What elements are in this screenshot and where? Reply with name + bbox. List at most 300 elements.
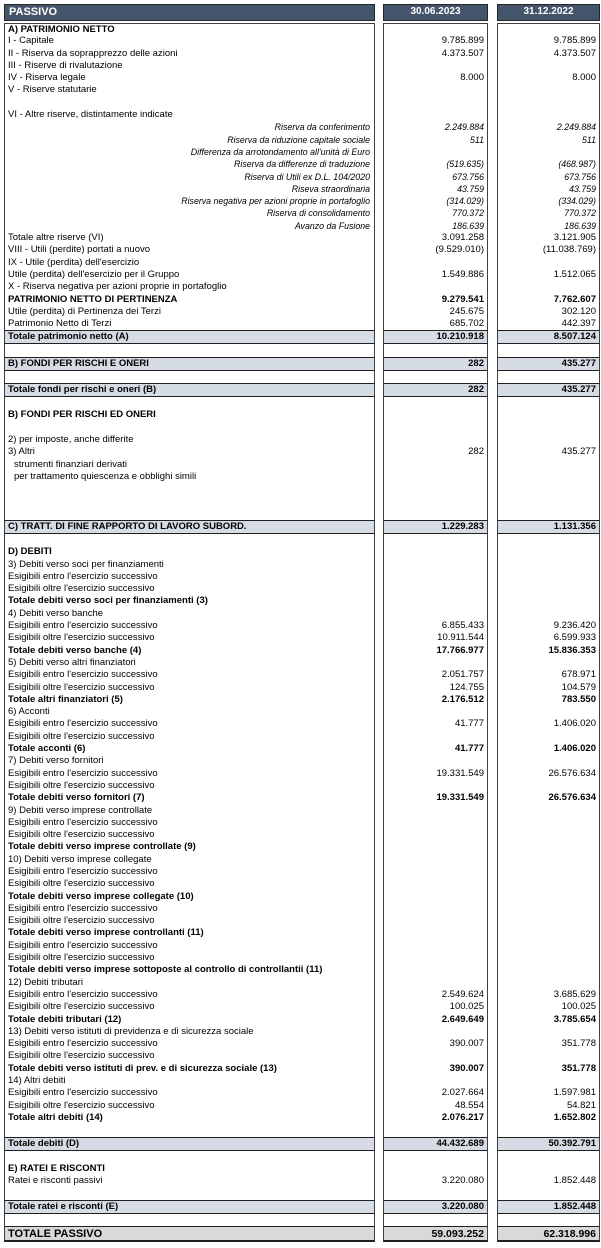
column-gap: [375, 645, 383, 657]
column-gap: [375, 1163, 383, 1175]
column-gap: [375, 891, 383, 903]
value-2022: [497, 657, 600, 669]
value-2023: [383, 817, 488, 829]
value-2022: [497, 471, 600, 483]
value-2022: [497, 903, 600, 915]
table-row: [4, 35, 601, 47]
row-label: Esigibili oltre l'esercizio successivo: [4, 780, 375, 792]
value-2023: [383, 409, 488, 421]
column-gap: [375, 330, 383, 344]
row-label: Riserva da conferimento: [4, 121, 375, 133]
value-2023: [383, 940, 488, 952]
table-row: [4, 583, 601, 595]
column-gap: [488, 780, 497, 792]
table-row: [4, 269, 601, 281]
column-gap: [488, 927, 497, 939]
row-label: 3) Debiti verso soci per finanziamenti: [4, 559, 375, 571]
value-2023: [383, 608, 488, 620]
row-label: Totale acconti (6): [4, 743, 375, 755]
column-gap: [488, 768, 497, 780]
column-gap: [375, 632, 383, 644]
value-2023: 2.549.624: [383, 989, 488, 1001]
column-gap: [375, 508, 383, 520]
column-gap: [375, 97, 383, 109]
column-gap: [488, 669, 497, 681]
column-gap: [488, 645, 497, 657]
value-2023: (314.029): [383, 195, 488, 207]
table-row: [4, 669, 601, 681]
value-2023: 44.432.689: [383, 1137, 488, 1151]
value-2023: [383, 495, 488, 507]
value-2022: [497, 755, 600, 767]
value-2023: [383, 1163, 488, 1175]
column-gap: [375, 903, 383, 915]
value-2022: 4.373.507: [497, 48, 600, 60]
column-gap: [375, 409, 383, 421]
column-gap: [375, 495, 383, 507]
value-2023: 2.051.757: [383, 669, 488, 681]
column-gap: [488, 371, 497, 383]
column-gap: [488, 718, 497, 730]
value-2022: [497, 397, 600, 409]
value-2023: 10.911.544: [383, 632, 488, 644]
column-gap: [488, 1026, 497, 1038]
row-label: Esigibili entro l'esercizio successivo: [4, 817, 375, 829]
value-2022: [497, 281, 600, 293]
table-row: [4, 595, 601, 607]
value-2022: 7.762.607: [497, 294, 600, 306]
value-2022: 435.277: [497, 383, 600, 397]
table-row: [4, 508, 601, 520]
row-label: IV - Riserva legale: [4, 72, 375, 84]
column-gap: [375, 718, 383, 730]
value-2022: 3.121.905: [497, 232, 600, 244]
column-gap: [488, 1137, 497, 1151]
table-row: [4, 23, 601, 35]
column-gap: [375, 780, 383, 792]
row-label: Riserva da riduzione capitale sociale: [4, 134, 375, 146]
column-gap: [375, 682, 383, 694]
value-2023: 770.372: [383, 207, 488, 219]
value-2023: 3.091.258: [383, 232, 488, 244]
table-row: [4, 780, 601, 792]
table-row: [4, 121, 601, 133]
column-gap: [488, 571, 497, 583]
value-2022: [497, 866, 600, 878]
value-2022: [497, 891, 600, 903]
table-row: [4, 1038, 601, 1050]
row-label: [4, 534, 375, 546]
value-2023: [383, 731, 488, 743]
column-gap: [375, 1214, 383, 1226]
table-row: [4, 520, 601, 534]
column-gap: [375, 559, 383, 571]
table-row: [4, 1063, 601, 1075]
table-row: [4, 344, 601, 356]
table-row: [4, 1112, 601, 1124]
value-2022: [497, 257, 600, 269]
column-gap: [375, 1187, 383, 1199]
value-2023: [383, 755, 488, 767]
column-gap: [488, 940, 497, 952]
column-gap: [375, 371, 383, 383]
row-label: VIII - Utili (perdite) portati a nuovo: [4, 244, 375, 256]
column-gap: [375, 220, 383, 232]
column-gap: [488, 1175, 497, 1187]
column-gap: [488, 281, 497, 293]
value-2022: 54.821: [497, 1100, 600, 1112]
column-gap: [375, 1050, 383, 1062]
value-2023: [383, 1075, 488, 1087]
table-row: [4, 1075, 601, 1087]
value-2022: 104.579: [497, 682, 600, 694]
row-label: 2) per imposte, anche differite: [4, 434, 375, 446]
value-2022: 8.507.124: [497, 330, 600, 344]
table-row: [4, 817, 601, 829]
column-gap: [375, 706, 383, 718]
table-row: [4, 60, 601, 72]
table-row: [4, 158, 601, 170]
column-gap: [375, 1063, 383, 1075]
column-gap: [488, 109, 497, 121]
column-gap: [375, 964, 383, 976]
value-2023: [383, 706, 488, 718]
value-2022: [497, 146, 600, 158]
table-row: [4, 171, 601, 183]
column-gap: [375, 459, 383, 471]
column-gap: [488, 866, 497, 878]
column-gap: [488, 97, 497, 109]
table-row: [4, 471, 601, 483]
table-row: [4, 244, 601, 256]
value-2023: 10.210.918: [383, 330, 488, 344]
column-gap: [488, 1100, 497, 1112]
value-2022: [497, 109, 600, 121]
row-label: Esigibili entro l'esercizio successivo: [4, 571, 375, 583]
column-gap: [488, 743, 497, 755]
row-label: [4, 1187, 375, 1199]
table-row: [4, 1100, 601, 1112]
row-label: [4, 483, 375, 495]
table-row: [4, 903, 601, 915]
row-label: IX - Utile (perdita) dell'esercizio: [4, 257, 375, 269]
column-gap: [488, 706, 497, 718]
column-gap: [375, 1175, 383, 1187]
value-2023: 186.639: [383, 220, 488, 232]
column-gap: [488, 121, 497, 133]
value-2022: 186.639: [497, 220, 600, 232]
table-row: [4, 183, 601, 195]
table-row: [4, 608, 601, 620]
value-2023: 2.649.649: [383, 1014, 488, 1026]
row-label: Esigibili oltre l'esercizio successivo: [4, 682, 375, 694]
column-gap: [488, 257, 497, 269]
value-2022: [497, 829, 600, 841]
value-2023: [383, 964, 488, 976]
column-gap: [488, 495, 497, 507]
row-label: 3) Altri: [4, 446, 375, 458]
value-2023: 8.000: [383, 72, 488, 84]
header-date-2022: 31.12.2022: [497, 4, 600, 21]
value-2023: [383, 829, 488, 841]
value-2022: [497, 546, 600, 558]
column-gap: [375, 60, 383, 72]
row-label: Totale debiti verso imprese controllate (9): [4, 841, 375, 853]
column-gap: [375, 1001, 383, 1013]
column-gap: [375, 183, 383, 195]
column-gap: [488, 158, 497, 170]
column-gap: [375, 927, 383, 939]
column-gap: [488, 344, 497, 356]
row-label: [4, 1214, 375, 1226]
row-label: Esigibili oltre l'esercizio successivo: [4, 1001, 375, 1013]
column-gap: [375, 520, 383, 534]
column-gap: [375, 171, 383, 183]
column-gap: [488, 805, 497, 817]
value-2022: [497, 1124, 600, 1136]
row-label: Esigibili entro l'esercizio successivo: [4, 989, 375, 1001]
column-gap: [375, 121, 383, 133]
value-2022: 302.120: [497, 306, 600, 318]
value-2023: [383, 1050, 488, 1062]
table-row: [4, 1050, 601, 1062]
column-gap: [488, 357, 497, 371]
value-2023: 9.785.899: [383, 35, 488, 47]
column-gap: [488, 632, 497, 644]
value-2023: [383, 977, 488, 989]
column-gap: [375, 23, 383, 35]
table-row: [4, 866, 601, 878]
column-gap: [488, 878, 497, 890]
row-label: Riseva straordinaria: [4, 183, 375, 195]
column-gap: [375, 281, 383, 293]
value-2023: [383, 657, 488, 669]
value-2023: [383, 508, 488, 520]
table-row: [4, 1187, 601, 1199]
value-2022: [497, 940, 600, 952]
row-label: Esigibili oltre l'esercizio successivo: [4, 731, 375, 743]
column-gap: [488, 964, 497, 976]
table-row: [4, 694, 601, 706]
row-label: C) TRATT. DI FINE RAPPORTO DI LAVORO SUBORD.: [4, 520, 375, 534]
value-2023: [383, 841, 488, 853]
value-2023: [383, 483, 488, 495]
row-label: Totale debiti verso istituti di prev. e di sicurezza sociale (13): [4, 1063, 375, 1075]
column-gap: [375, 1151, 383, 1163]
column-gap: [488, 731, 497, 743]
value-2023: [383, 434, 488, 446]
row-label: II - Riserva da soprapprezzo delle azioni: [4, 48, 375, 60]
value-2022: 50.392.791: [497, 1137, 600, 1151]
column-gap: [488, 595, 497, 607]
value-2023: [383, 915, 488, 927]
table-row: [4, 534, 601, 546]
column-gap: [375, 989, 383, 1001]
row-label: [4, 97, 375, 109]
row-label: Esigibili entro l'esercizio successivo: [4, 620, 375, 632]
value-2023: 6.855.433: [383, 620, 488, 632]
column-gap: [488, 1075, 497, 1087]
column-gap: [488, 269, 497, 281]
value-2023: 43.759: [383, 183, 488, 195]
row-label: [4, 371, 375, 383]
column-gap: [375, 84, 383, 96]
column-gap: [488, 1151, 497, 1163]
value-2022: [497, 841, 600, 853]
value-2022: [497, 780, 600, 792]
table-row: [4, 1001, 601, 1013]
value-2022: [497, 952, 600, 964]
row-label: Riserva da differenze di traduzione: [4, 158, 375, 170]
value-2022: 435.277: [497, 357, 600, 371]
value-2023: 41.777: [383, 743, 488, 755]
column-gap: [488, 608, 497, 620]
column-gap: [375, 195, 383, 207]
value-2023: (9.529.010): [383, 244, 488, 256]
column-gap: [488, 755, 497, 767]
column-gap: [375, 306, 383, 318]
value-2022: [497, 534, 600, 546]
column-gap: [488, 35, 497, 47]
table-row: [4, 989, 601, 1001]
table-row: [4, 805, 601, 817]
column-gap: [488, 23, 497, 35]
value-2022: 770.372: [497, 207, 600, 219]
value-2023: [383, 281, 488, 293]
value-2023: [383, 1187, 488, 1199]
row-label: [4, 508, 375, 520]
column-gap: [375, 471, 383, 483]
table-row: [4, 1214, 601, 1226]
value-2022: [497, 84, 600, 96]
value-2022: 9.785.899: [497, 35, 600, 47]
value-2022: 6.599.933: [497, 632, 600, 644]
column-gap: [488, 952, 497, 964]
column-gap: [488, 60, 497, 72]
column-gap: [488, 195, 497, 207]
row-label: 5) Debiti verso altri finanziatori: [4, 657, 375, 669]
column-gap: [488, 207, 497, 219]
value-2023: 3.220.080: [383, 1200, 488, 1214]
column-gap: [488, 694, 497, 706]
value-2023: 2.027.664: [383, 1087, 488, 1099]
header-date-2023: 30.06.2023: [383, 4, 488, 21]
column-gap: [488, 483, 497, 495]
table-row: [4, 495, 601, 507]
column-gap: [488, 977, 497, 989]
table-row: [4, 318, 601, 330]
value-2023: [383, 952, 488, 964]
column-gap: [375, 571, 383, 583]
column-gap: [488, 244, 497, 256]
table-row: [4, 1124, 601, 1136]
column-gap: [488, 1163, 497, 1175]
column-gap: [488, 306, 497, 318]
row-label: Esigibili oltre l'esercizio successivo: [4, 632, 375, 644]
table-row: [4, 72, 601, 84]
column-gap: [375, 134, 383, 146]
column-gap: [488, 422, 497, 434]
value-2023: [383, 805, 488, 817]
value-2022: [497, 977, 600, 989]
row-label: 7) Debiti verso fornitori: [4, 755, 375, 767]
table-row: [4, 409, 601, 421]
value-2022: [497, 459, 600, 471]
column-gap: [488, 72, 497, 84]
value-2022: 511: [497, 134, 600, 146]
row-label: Totale debiti verso banche (4): [4, 645, 375, 657]
column-gap: [375, 344, 383, 356]
value-2022: 62.318.996: [497, 1226, 600, 1242]
table-row: [4, 483, 601, 495]
row-label: 9) Debiti verso imprese controllate: [4, 805, 375, 817]
value-2022: [497, 559, 600, 571]
table-row: [4, 768, 601, 780]
table-row: [4, 1014, 601, 1026]
value-2022: 435.277: [497, 446, 600, 458]
value-2022: [497, 23, 600, 35]
value-2022: 26.576.634: [497, 792, 600, 804]
column-gap: [375, 854, 383, 866]
column-gap: [488, 657, 497, 669]
table-row: [4, 97, 601, 109]
value-2022: [497, 371, 600, 383]
table-row: [4, 657, 601, 669]
column-gap: [375, 620, 383, 632]
value-2022: 1.652.802: [497, 1112, 600, 1124]
row-label: [4, 344, 375, 356]
row-label: Esigibili oltre l'esercizio successivo: [4, 583, 375, 595]
value-2022: 1.852.448: [497, 1175, 600, 1187]
column-gap: [488, 682, 497, 694]
row-label: Totale debiti (D): [4, 1137, 375, 1151]
value-2022: [497, 595, 600, 607]
row-label: I - Capitale: [4, 35, 375, 47]
column-gap: [488, 1226, 497, 1242]
column-gap: [488, 1038, 497, 1050]
column-gap: [375, 422, 383, 434]
value-2023: 3.220.080: [383, 1175, 488, 1187]
table-row: [4, 731, 601, 743]
value-2022: [497, 508, 600, 520]
table-row: [4, 434, 601, 446]
table-row: [4, 459, 601, 471]
column-gap: [375, 805, 383, 817]
value-2022: [497, 805, 600, 817]
column-gap: [488, 409, 497, 421]
column-gap: [488, 171, 497, 183]
column-gap: [488, 520, 497, 534]
column-gap: [375, 158, 383, 170]
column-gap: [375, 1026, 383, 1038]
value-2022: (468.987): [497, 158, 600, 170]
value-2023: 4.373.507: [383, 48, 488, 60]
value-2023: [383, 84, 488, 96]
table-row: [4, 1200, 601, 1214]
value-2022: [497, 706, 600, 718]
value-2022: [497, 854, 600, 866]
value-2022: [497, 878, 600, 890]
value-2022: [497, 409, 600, 421]
table-row: [4, 1026, 601, 1038]
column-gap: [488, 1200, 497, 1214]
column-gap: [488, 841, 497, 853]
row-label: Avanzo da Fusione: [4, 220, 375, 232]
value-2023: (519.635): [383, 158, 488, 170]
value-2022: [497, 1026, 600, 1038]
table-row: [4, 1163, 601, 1175]
column-gap: [488, 854, 497, 866]
